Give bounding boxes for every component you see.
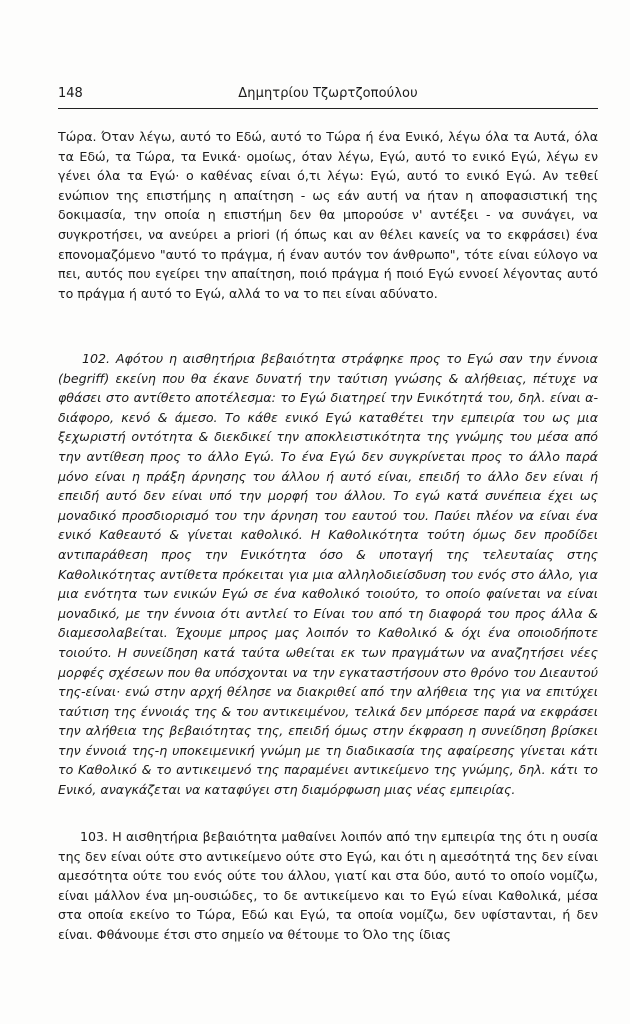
page-header [58, 84, 598, 109]
page-number: 148 [58, 86, 83, 101]
running-head: Δημητρίου Τζωρτζοπούλου [238, 86, 418, 101]
paragraph-102: 102. Αφότου η αισθητήρια βεβαιότητα στράφηκε προς το Εγώ σαν την έννοια (begriff) εκείνη που θα έκανε δυνατή την ταύτιση γνώσης & αλήθειας, πέτυχε να φθάσει στο αντίθετο αποτέλεσμα: το Εγώ διατηρεί την Ενικότητά του, δηλ. είναι α-διάφορο, κενό & άμεσο. Το κάθε ενικό Εγώ καταθέτει την εμπειρία του ως μια ξεχωριστή οντότητα & διεκδικεί την αποκλειστικότητα της γνώμης του μέσα από την αντίθεση προς το άλλο Εγώ. Το ένα Εγώ δεν συγκρίνεται προς το άλλο παρά μόνο είναι η πράξη άρνησης του άλλου ή αυτό είναι, επειδή το άλλο δεν είναι ή επειδή αυτό δεν είναι υπό την μορφή του άλλου. Το εγώ κατά συνέπεια έχει ως μοναδικό προσδιορισμό του την άρνηση του εαυτού του. Παύει πλέον να είναι ένα ενικό Καθεαυτό & γίνεται καθολικό. Η Καθολικότητα τούτη όμως δεν προδίδει αντιπαράθεση προς την Ενικότητα όσο & υποταγή της τελευταίας στης Καθολικότητας αντίθετα πρόκειται για μια αλληλοδιείσδυση του ενός στο άλλο, για μια ενότητα των ενικών Εγώ σε ένα καθολικό τοιούτο, το οποίο φαίνεται να είναι μοναδικό, με την έννοια ότι αντλεί το Είναι του από τη διαφορά του προς άλλα & διαμεσολαβείται. Έχουμε μπρος μας λοιπόν το Καθολικό & όχι ένα οποιοδήποτε τοιούτο. Η συνείδηση κατά ταύτα ωθείται εκ των πραγμάτων να αναζητήσει νέες μορφές σχέσεων που θα υπόσχονται να την εγκαταστήσουν στο θρόνο του Διεαυτού της-είναι· ενώ στην αρχή θέλησε να διακριθεί από την αλήθεια της για να επιτύχει ταύτιση της έννοιάς της & του αντικειμένου, τελικά δεν μπόρεσε παρά να εκφράσει την αλήθεια της βεβαιότητας της, επειδή όμως στην έκφραση η συνείδηση βρίσκει την έννοιά της-η υποκειμενική γνώμη με τη διαδικασία της αφαίρεσης γίνεται κάτι το Καθολικό & το αντικειμενό της παραμένει αντικείμενο της γνώμης, δηλ. κάτι το Ενικό, αναγκάζεται να καταφύγει στη διαμόρφωση μιας νέας εμπειρίας. [58, 351, 598, 798]
paragraph-continuation: Τώρα. Όταν λέγω, αυτό το Εδώ, αυτό το Τώρα ή ένα Ενικό, λέγω όλα τα Αυτά, όλα τα Εδώ, τα Τώρα, τα Ενικά· ομοίως, όταν λέγω, Εγώ, αυτό το ενικό Εγώ, λέγω εν γένει όλα τα Εγώ· ο καθένας είναι ό,τι λέγω: Εγώ, αυτό το ενικό Εγώ. Αν τεθεί ενώπιον της επιστήμης η απαίτηση - ως εάν αυτή να ήταν η αποφασιστική της δοκιμασία, την οποία η επιστήμη δεν θα μπορούσε ν' αντέξει - να συνάγει, να συγκροτήσει, να ανεύρει a priori (ή όπως και αν θέλει κανείς να το εκφράσει) ένα επονομαζόμενο "αυτό το πράγμα, ή έναν αυτόν τον άνθρωπο", τότε είναι εύλογο να πει, αυτός που εγείρει την απαίτηση, ποιό πράγμα ή ποιό Εγώ εννοεί λέγοντας αυτό το πράγμα ή αυτό το Εγώ, αλλά το να το πει είναι αδύνατο. [58, 129, 598, 301]
paragraph-103: 103. Η αισθητήρια βεβαιότητα μαθαίνει λοιπόν από την εμπειρία της ότι η ουσία της δεν είναι ούτε στο αντικείμενο ούτε στο Εγώ, και ότι η αμεσότητά της δεν είναι αμεσότητα ούτε του ενός ούτε του άλλου, γιατί και στα δύο, αυτό το οποίο νομίζω, είναι μάλλον ένα μη-ουσιώδες, το δε αντικείμενο και το Εγώ είναι Καθολικά, μέσα στα οποία εκείνο το Τώρα, Εδώ και Εγώ, τα οποία νομίζω, δεν υφίστανται, ή δεν είναι. Φθάνουμε έτσι στο σημείο να θέτουμε το Όλο της ίδιας [58, 829, 598, 942]
